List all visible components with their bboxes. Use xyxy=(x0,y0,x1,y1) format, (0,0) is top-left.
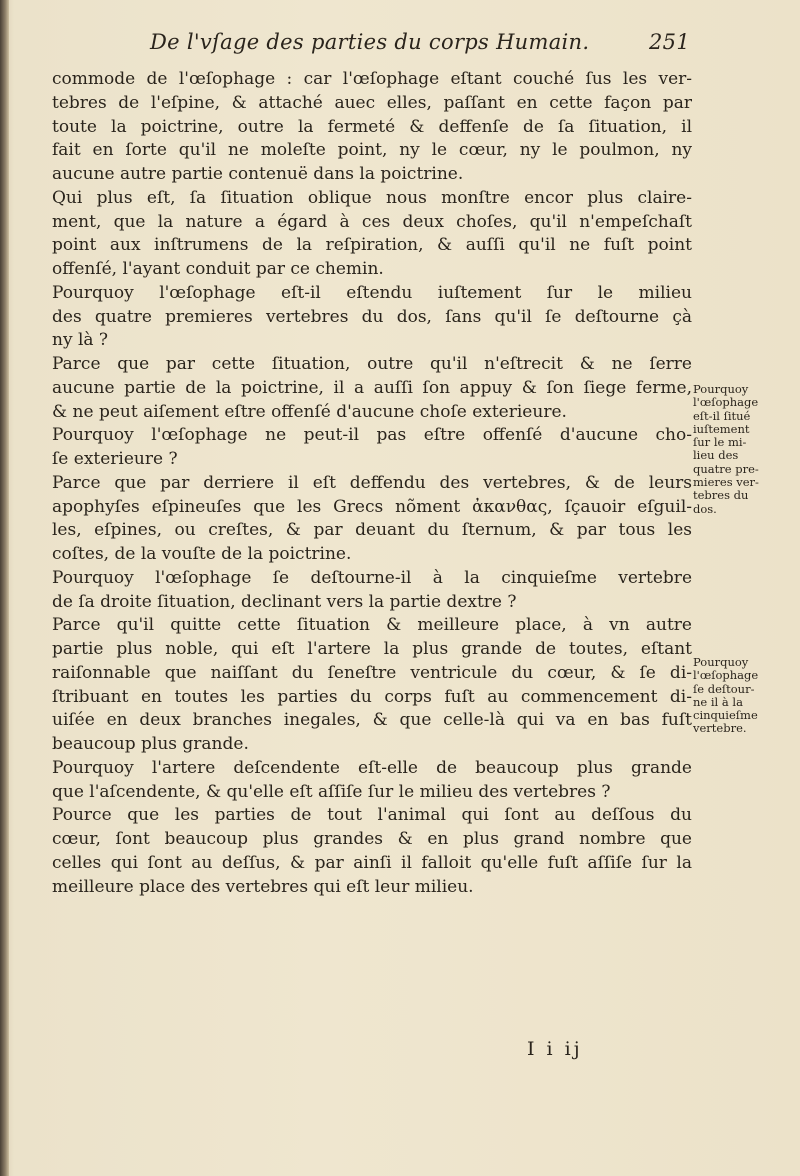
text-line: toute la poictrine, outre la fermeté & deffenſe de ſa ſituation, il xyxy=(52,116,692,137)
text-line: Parce qu'il quitte cette ſituation & meilleure place, à vn autre xyxy=(52,615,692,636)
text-line: de ſa droite ſituation, declinant vers la partie dextre ? xyxy=(52,591,517,612)
margin-note-line: Pourquoy xyxy=(693,656,749,669)
text-line: point aux inſtrumens de la reſpiration, & auſſi qu'il ne fuſt point xyxy=(52,235,692,256)
text-line: Pourquoy l'artere deſcendente eſt-elle de beaucoup plus grande xyxy=(52,757,692,778)
text-line: ny là ? xyxy=(52,330,109,351)
text-line: commode de l'œſophage : car l'œſophage eſtant couché ſus les ver- xyxy=(52,69,692,89)
margin-note-line: l'œſophage xyxy=(693,396,759,410)
text-line: Qui plus eſt, ſa ſituation oblique nous monſtre encor plus claire- xyxy=(52,187,692,208)
text-line: celles qui ſont au deſſus, & par ainſi il falloit qu'elle fuſt aſſiſe ſur la xyxy=(52,852,692,873)
text-line: ment, que la nature a égard à ces deux choſes, qu'il n'empeſchaſt xyxy=(52,211,692,232)
margin-note-line: l'œſophage xyxy=(693,669,759,683)
text-line: uiſée en deux branches inegales, & que celle-là qui va en bas fuſt xyxy=(52,710,692,731)
margin-note-line: tebres du xyxy=(693,489,749,503)
margin-note-line: lieu des xyxy=(693,449,739,463)
text-line: tebres de l'eſpine, & attaché auec elles, paſſant en cette façon par xyxy=(52,92,692,113)
text-line: aucune partie de la poictrine, il a auſſi ſon appuy & ſon ſiege ferme, xyxy=(52,377,692,398)
margin-note xyxy=(693,656,797,736)
margin-note-line: quatre pre- xyxy=(693,462,759,476)
margin-note-line: ne il à la xyxy=(693,695,743,709)
text-line: aucune autre partie contenuë dans la poictrine. xyxy=(52,164,464,184)
margin-note-line: ſe deſtour- xyxy=(693,682,755,696)
text-line: partie plus noble, qui eſt l'artere la plus grande de toutes, eſtant xyxy=(52,639,692,659)
text-line: Pourquoy l'œſophage eſt-il eſtendu iuſtement ſur le milieu xyxy=(52,282,692,303)
page-number: 251 xyxy=(649,30,690,54)
margin-note-line: cinquieſme xyxy=(693,709,758,723)
running-title: De l'vſage des parties du corps Humain. xyxy=(150,30,590,54)
text-line: Parce que par cette ſituation, outre qu'il n'eſtrecit & ne ſerre xyxy=(52,354,692,374)
text-line: Pourquoy l'œſophage ne peut-il pas eſtre offenſé d'aucune cho- xyxy=(52,425,692,446)
text-line: des quatre premieres vertebres du dos, ſans qu'il ſe deſtourne çà xyxy=(52,306,692,327)
text-line: Pourquoy l'œſophage ſe deſtourne-il à la cinquieſme vertebre xyxy=(52,567,692,588)
margin-note-line: vertebre. xyxy=(693,722,747,736)
body-text xyxy=(52,68,692,899)
margin-note-line: iuſtement xyxy=(693,422,750,436)
margin-note-line: dos. xyxy=(693,502,717,516)
text-line: que l'aſcendente, & qu'elle eſt aſſiſe ſur le milieu des vertebres ? xyxy=(52,781,611,802)
margin-note-line: eſt-il ſitué xyxy=(693,409,751,423)
signature-mark: I i ij xyxy=(527,1038,583,1060)
binding-gutter xyxy=(0,0,9,1176)
text-line: & ne peut aiſement eſtre offenſé d'aucune choſe exterieure. xyxy=(52,401,567,422)
text-line: offenſé, l'ayant conduit par ce chemin. xyxy=(52,259,384,279)
text-line: meilleure place des vertebres qui eſt leur milieu. xyxy=(52,876,474,897)
text-line: apophyſes eſpineuſes que les Grecs nõment ἀκανθας, ſçauoir eſguil- xyxy=(52,496,692,517)
text-line: ſe exterieure ? xyxy=(52,449,178,469)
text-line: fait en ſorte qu'il ne moleſte point, ny le cœur, ny le poulmon, ny xyxy=(52,140,692,161)
running-head xyxy=(150,30,690,60)
text-line: raiſonnable que naiſſant du ſeneſtre ventricule du cœur, & ſe di- xyxy=(52,662,692,683)
text-line: Pource que les parties de tout l'animal qui ſont au deſſous du xyxy=(52,805,692,826)
margin-note-line: ſur le mi- xyxy=(693,436,747,450)
margin-note-line: mieres ver- xyxy=(693,476,759,490)
text-line: Parce que par derriere il eſt deffendu des vertebres, & de leurs xyxy=(52,472,692,493)
text-line: les, eſpines, ou creſtes, & par deuant du ſternum, & par tous les xyxy=(52,520,692,541)
text-line: cœur, ſont beaucoup plus grandes & en plus grand nombre que xyxy=(52,829,692,849)
margin-note xyxy=(693,383,797,516)
text-line: beaucoup plus grande. xyxy=(52,734,249,754)
text-line: coſtes, de la vouſte de la poictrine. xyxy=(52,544,352,564)
text-line: ſtribuant en toutes les parties du corps fuſt au commencement di- xyxy=(52,686,692,707)
margin-note-line: Pourquoy xyxy=(693,383,749,396)
